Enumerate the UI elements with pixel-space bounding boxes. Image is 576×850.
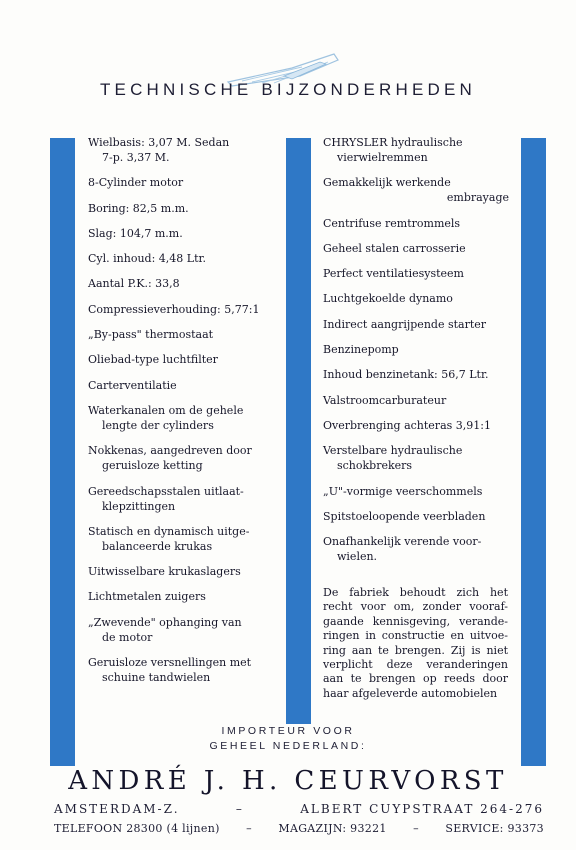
- page-title: TECHNISCHE BIJZONDERHEDEN: [99, 80, 477, 99]
- spec-item: [88, 524, 276, 554]
- spec-line: Perfect ventilatiesysteem: [323, 267, 464, 281]
- spec-line: Benzinepomp: [323, 343, 399, 357]
- spec-item: [323, 241, 509, 256]
- spec-line-continued: embrayage: [446, 191, 509, 205]
- spec-item: [323, 443, 509, 473]
- spec-item: [323, 342, 509, 357]
- spec-line-continued: klepzittingen: [102, 499, 176, 513]
- spec-item: [88, 226, 276, 241]
- spec-line: Valstroomcarburateur: [323, 393, 447, 407]
- spec-line-continued: lengte der cylinders: [102, 418, 214, 432]
- address-dash: –: [235, 802, 244, 816]
- spec-item: [88, 276, 276, 291]
- spec-line: „By-pass" thermostaat: [88, 328, 214, 342]
- spec-list-left: [88, 135, 276, 695]
- spec-line-continued: schokbrekers: [337, 459, 413, 473]
- spec-line: Uitwisselbare krukaslagers: [88, 565, 241, 579]
- spec-line: Onafhankelijk verende voor-: [323, 535, 482, 549]
- spec-item: [88, 484, 276, 514]
- spec-line: Centrifuse remtrommels: [323, 216, 461, 230]
- spec-line: Gereedschapsstalen uitlaat-: [88, 484, 244, 498]
- spec-line: Nokkenas, aangedreven door: [88, 444, 252, 458]
- spec-list-right: [323, 135, 509, 574]
- spec-line-continued: geruisloze ketting: [102, 459, 203, 473]
- phone-magazijn: MAGAZIJN: 93221: [278, 822, 387, 835]
- phone-dash: –: [413, 822, 419, 835]
- address-city: AMSTERDAM-Z.: [54, 802, 180, 816]
- spec-item: [88, 564, 276, 579]
- spec-item: [323, 509, 509, 524]
- company-address: [54, 802, 544, 816]
- company-phones: [54, 822, 544, 835]
- center-blue-bar: [286, 138, 311, 724]
- spec-line: Slag: 104,7 m.m.: [88, 226, 183, 240]
- spec-item: [323, 367, 509, 382]
- spec-item: [323, 216, 509, 231]
- phone-dash: –: [246, 822, 252, 835]
- spec-line: Cyl. inhoud: 4,48 Ltr.: [88, 252, 207, 266]
- spec-item: [88, 352, 276, 367]
- spec-line-continued: balanceerde krukas: [102, 539, 213, 553]
- phone-service: SERVICE: 93373: [445, 822, 544, 835]
- spec-item: [88, 403, 276, 433]
- spec-item: [323, 266, 509, 281]
- spec-item: [323, 418, 509, 433]
- spec-item: [323, 534, 509, 564]
- spec-line: Geruisloze versnellingen met: [88, 656, 252, 670]
- spec-line: Gemakkelijk werkende: [323, 176, 451, 190]
- spec-line: CHRYSLER hydraulische: [323, 136, 463, 149]
- spec-item: [88, 175, 276, 190]
- spec-line-continued: schuine tandwielen: [102, 671, 211, 685]
- spec-line-continued: 7-p. 3,37 M.: [102, 151, 170, 164]
- spec-line-continued: wielen.: [337, 550, 378, 564]
- spec-item: [323, 484, 509, 499]
- spec-item: [88, 615, 276, 645]
- spec-item: [88, 655, 276, 685]
- spec-line: Boring: 82,5 m.m.: [88, 201, 189, 215]
- importeur-heading: [0, 724, 576, 754]
- spec-line: Indirect aangrijpende starter: [323, 317, 487, 331]
- spec-item: [88, 443, 276, 473]
- spec-line: Inhoud benzinetank: 56,7 Ltr.: [323, 368, 489, 382]
- spec-item: [88, 589, 276, 604]
- spec-line: Aantal P.K.: 33,8: [88, 277, 180, 291]
- spec-line: Statisch en dynamisch uitge-: [88, 524, 250, 538]
- spec-item: [323, 291, 509, 306]
- spec-item: [88, 378, 276, 393]
- spec-line: „U"-vormige veerschommels: [323, 484, 483, 498]
- spec-line-continued: de motor: [102, 630, 153, 644]
- company-name: ANDRÉ J. H. CEURVORST: [68, 766, 508, 796]
- spec-line: Luchtgekoelde dynamo: [323, 292, 453, 306]
- spec-line: Waterkanalen om de gehele: [88, 403, 244, 417]
- spec-line-continued: vierwielremmen: [337, 151, 428, 164]
- spec-line: Wielbasis: 3,07 M. Sedan: [88, 136, 230, 149]
- spec-item: [323, 175, 509, 205]
- left-blue-bar: [50, 138, 75, 766]
- spec-item: [88, 327, 276, 342]
- spec-item: [323, 393, 509, 408]
- disclaimer-note: De fabriek behoudt zich het recht voor om, zonder vooraf-gaande kennisgeving, verande-ringen in constructie en uitvoe-ring aan te brengen. Zij is niet verplicht deze veranderingen aan te brengen op reeds door haar afgeleverde automobielen: [323, 586, 508, 700]
- spec-item: [323, 317, 509, 332]
- importeur-line: GEHEEL NEDERLAND:: [209, 740, 367, 752]
- importeur-line: IMPORTEUR VOOR: [221, 725, 355, 737]
- right-blue-bar: [521, 138, 546, 766]
- spec-line: Oliebad-type luchtfilter: [88, 353, 218, 367]
- spec-item: [88, 251, 276, 266]
- spec-line: Spitstoeloopende veerbladen: [323, 509, 486, 523]
- spec-line: Lichtmetalen zuigers: [88, 590, 206, 604]
- spec-line: Compressieverhouding: 5,77:1: [88, 302, 260, 316]
- spec-line: Geheel stalen carrosserie: [323, 241, 466, 255]
- spec-item: [323, 135, 509, 165]
- spec-item: [88, 302, 276, 317]
- spec-line: Overbrenging achteras 3,91:1: [323, 418, 491, 432]
- address-street: ALBERT CUYPSTRAAT 264-276: [300, 802, 544, 816]
- spec-line: „Zwevende" ophanging van: [88, 615, 242, 629]
- spec-item: [88, 135, 276, 165]
- spec-line: Carterventilatie: [88, 378, 177, 392]
- phone-telefoon: TELEFOON 28300 (4 lijnen): [54, 822, 220, 835]
- spec-item: [88, 201, 276, 216]
- spec-line: Verstelbare hydraulische: [323, 444, 463, 458]
- spec-line: 8-Cylinder motor: [88, 176, 184, 190]
